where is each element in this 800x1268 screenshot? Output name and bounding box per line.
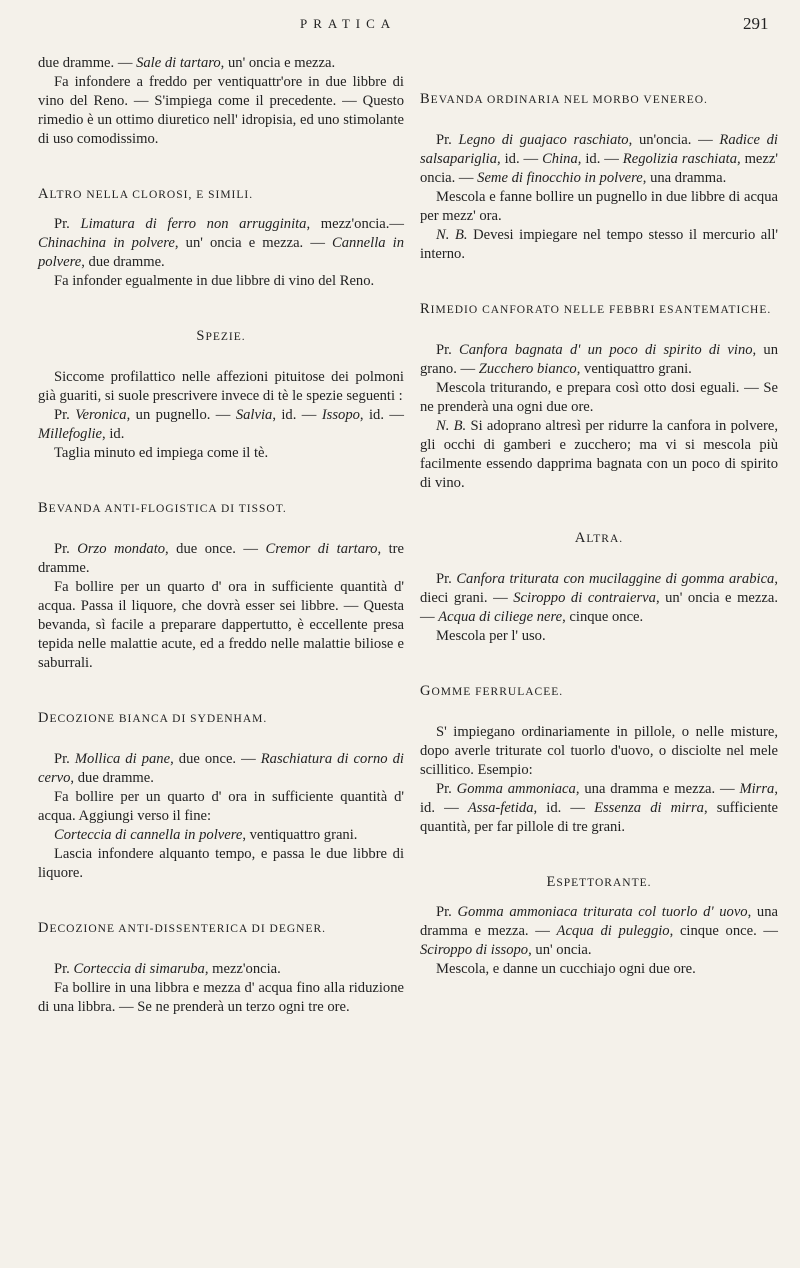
section-heading-altra: ALTRA.: [574, 530, 624, 546]
section-heading-gomme: GOMME FERRULACEE.: [420, 683, 564, 699]
recipe-prescription: Pr. Veronica, un pugnello. — Salvia, id. — Issopo, id. — Millefoglie, id.: [38, 407, 405, 442]
recipe-prescription: Pr. Orzo mondato, due once. — Cremor di tartaro, tre dramme.: [38, 541, 404, 576]
recipe-intro: S' impiegano ordinariamente in pillole, o nelle misture, dopo averle triturate col tuorlo d'uovo, o disciolte nel mele scillitico. Esempio:: [420, 724, 778, 778]
section-heading-espettorante: ESPETTORANTE.: [546, 874, 652, 890]
recipe-prescription: Pr. Gomma ammoniaca, una dramma e mezza. — Mirra, id. — Assa-fetida, id. — Essenza di mirra, sufficiente quantità, per far pillole di tre grani.: [420, 781, 779, 835]
recipe-instructions: Fa bollire per un quarto d' ora in sufficiente quantità d' acqua. Passa il liquore, che dovrà esser sei libbre. — Questa bevanda, sì facile a preparare dappertutto, è eccellente presa tepida nelle malattie acute, ed a freddo nelle malattie biliose e saburrali.: [38, 579, 404, 671]
recipe-prescription: Pr. Legno di guajaco raschiato, un'oncia. — Radice di salsapariglia, id. — China, id. — Regolizia raschiata, mezz' oncia. — Seme di finocchio in polvere, una dramma.: [420, 132, 778, 186]
continued-recipe: due dramme. — Sale di tartaro, un' oncia e mezza.: [38, 55, 336, 71]
section-heading-tissot: BEVANDA ANTI-FLOGISTICA DI TISSOT.: [38, 500, 287, 516]
recipe-instructions: Fa infonder egualmente in due libbre di vino del Reno.: [54, 273, 375, 289]
recipe-prescription: Pr. Corteccia di simaruba, mezz'oncia.: [54, 961, 281, 977]
section-heading-spezie: SPEZIE.: [196, 328, 246, 344]
running-title: PRATICA: [300, 16, 397, 31]
recipe-note: N. B. Si adoprano altresì per ridurre la canfora in polvere, gli occhi di gamberi e zucchero; ma vi si mescola più facilmente essendo dapprima bagnata con un poco di spirito di vino.: [420, 418, 778, 491]
recipe-instructions: Fa bollire in una libbra e mezza d' acqua fino alla riduzione di una libbra. — Se ne prenderà un terzo ogni tre ore.: [38, 980, 404, 1015]
left-column: [38, 54, 404, 1017]
recipe-addition: Corteccia di cannella in polvere, ventiquattro grani.: [54, 827, 358, 843]
recipe-instructions: Mescola per l' uso.: [436, 628, 546, 644]
recipe-prescription: Pr. Mollica di pane, due once. — Raschiatura di corno di cervo, due dramme.: [38, 751, 404, 786]
recipe-note: N. B. Devesi impiegare nel tempo stesso il mercurio all' interno.: [420, 227, 779, 262]
recipe-prescription: Pr. Canfora triturata con mucilaggine di gomma arabica, dieci grani. — Sciroppo di contraierva, un' oncia e mezza. — Acqua di ciliege nere, cinque once.: [420, 571, 779, 625]
recipe-instructions: Taglia minuto ed impiega come il tè.: [54, 445, 269, 461]
recipe-instructions: Fa bollire per un quarto d' ora in sufficiente quantità d' acqua. Aggiungi verso il fine:: [38, 789, 404, 824]
recipe-instructions: Mescola e fanne bollire un pugnello in due libbre di acqua per mezz' ora.: [420, 189, 778, 224]
section-heading-canforato: RIMEDIO CANFORATO NELLE FEBBRI ESANTEMATICHE.: [420, 301, 772, 317]
recipe-prescription: Pr. Canfora bagnata d' un poco di spirito di vino, un grano. — Zucchero bianco, ventiquattro grani.: [420, 342, 778, 377]
recipe-prescription: Pr. Limatura di ferro non arrugginita, mezz'oncia.— Chinachina in polvere, un' oncia e mezza. — Cannella in polvere, due dramme.: [38, 216, 405, 270]
page-header: [0, 14, 800, 38]
page-number: 291: [743, 14, 769, 33]
section-heading-sydenham: DECOZIONE BIANCA DI SYDENHAM.: [38, 710, 268, 726]
right-column: [420, 54, 778, 979]
recipe-prescription: Pr. Gomma ammoniaca triturata col tuorlo d' uovo, una dramma e mezza. — Acqua di puleggio, cinque once. — Sciroppo di issopo, un' oncia.: [420, 904, 779, 958]
recipe-intro: Siccome profilattico nelle affezioni pituitose dei polmoni già guariti, si suole prescrivere invece di tè le spezie seguenti :: [38, 369, 404, 404]
section-heading-venereo: BEVANDA ORDINARIA NEL MORBO VENEREO.: [420, 91, 708, 107]
recipe-instructions: Mescola, e danne un cucchiajo ogni due ore.: [436, 961, 696, 977]
recipe-instructions: Fa infondere a freddo per ventiquattr'ore in due libbre di vino del Reno. — S'impiega come il precedente. — Questo rimedio è un ottimo diuretico nell' idropisia, ed uno stimolante di uso comodissimo.: [38, 74, 404, 147]
section-heading-clorosi: ALTRO NELLA CLOROSI, E SIMILI.: [38, 186, 254, 202]
recipe-instructions: Lascia infondere alquanto tempo, e passa le due libbre di liquore.: [38, 846, 404, 881]
section-heading-degner: DECOZIONE ANTI-DISSENTERICA DI DEGNER.: [38, 920, 327, 936]
recipe-instructions: Mescola triturando, e prepara così otto dosi eguali. — Se ne prenderà una ogni due ore.: [420, 380, 778, 415]
